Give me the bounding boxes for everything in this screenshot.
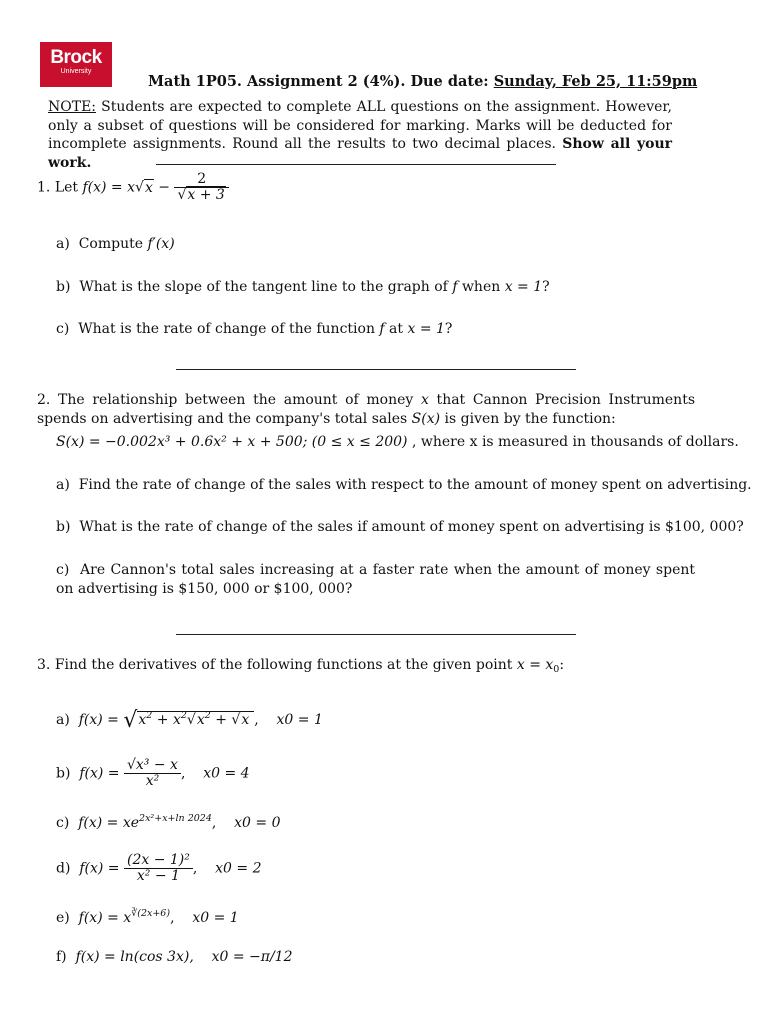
q1c-label: c) bbox=[56, 321, 70, 337]
q3b-den: x² bbox=[124, 773, 181, 789]
q3e-label: e) bbox=[56, 910, 70, 926]
q1-part-c bbox=[56, 321, 452, 337]
q3c-exponent: 2x²+x+ln 2024 bbox=[139, 813, 212, 824]
q3d-num: (2x − 1)² bbox=[126, 852, 190, 868]
divider-3 bbox=[176, 634, 576, 635]
q1b-label: b) bbox=[56, 279, 71, 295]
q1c-mid: at bbox=[384, 321, 408, 337]
q3-item-e: e) $f(x) = x^{∛(2x+6)}$, x0 = 1 bbox=[56, 908, 239, 926]
sqrt-symbol: √ bbox=[135, 179, 144, 196]
title-text: Math 1P05. Assignment 2 (4%). Due date: bbox=[148, 73, 494, 90]
q1-sqrt-arg: x bbox=[144, 179, 153, 196]
q3e-lhs: f(x) = x bbox=[78, 910, 132, 926]
q1c-end: ? bbox=[444, 321, 453, 337]
q1b-end: ? bbox=[542, 279, 550, 295]
logo-subtitle: University bbox=[60, 68, 92, 75]
q2a-label: a) bbox=[56, 477, 70, 493]
q2-sx: S(x) bbox=[411, 411, 441, 427]
due-date: Sunday, Feb 25, 11:59pm bbox=[493, 73, 698, 90]
question-1-stem bbox=[37, 172, 229, 203]
q2b-label: b) bbox=[56, 519, 71, 535]
q3e-x0: x0 = 1 bbox=[192, 910, 239, 926]
q3a-label: a) bbox=[56, 712, 70, 728]
q3b-fraction bbox=[124, 758, 181, 789]
question-3-stem bbox=[37, 657, 564, 675]
logo-wordmark: Brock bbox=[50, 47, 102, 68]
q2-text3: is given by the function: bbox=[440, 411, 616, 427]
q2-text2: that Cannon Precision Instruments spends on advertising and the company's total sales bbox=[37, 392, 696, 427]
q2c-text: Are Cannon's total sales increasing at a faster rate when the amount of money spent on advertising is $150, 000 or $100, 000? bbox=[56, 562, 695, 597]
q3c-label: c) bbox=[56, 815, 70, 831]
q3d-den: x² − 1 bbox=[124, 868, 193, 884]
q3f-x0: x0 = −π/12 bbox=[211, 949, 293, 965]
q2c-label: c) bbox=[56, 562, 70, 578]
q1-fraction bbox=[174, 172, 228, 203]
q2b-text: What is the rate of change of the sales if amount of money spent on advertising is $100, 000? bbox=[79, 519, 744, 535]
q3b-lhs: f(x) = bbox=[79, 765, 120, 782]
q1-minus: − bbox=[153, 179, 175, 196]
q3-number: 3. bbox=[37, 657, 51, 673]
q2-part-b bbox=[56, 519, 744, 535]
note-label: NOTE: bbox=[48, 99, 97, 115]
q1-frac-num: 2 bbox=[197, 171, 207, 187]
q2-part-c bbox=[56, 561, 695, 599]
q1b-f: f bbox=[452, 279, 458, 295]
q3a-lhs: f(x) = bbox=[78, 712, 119, 728]
q3d-x0: x0 = 2 bbox=[215, 860, 262, 877]
divider-1 bbox=[156, 164, 556, 165]
q1c-f: f bbox=[379, 321, 385, 337]
q1-part-b bbox=[56, 279, 550, 295]
q3b-label: b) bbox=[56, 765, 71, 782]
brock-university-logo bbox=[40, 42, 112, 87]
q3b-num: √x³ − x bbox=[126, 757, 178, 773]
q2-number: 2. bbox=[37, 392, 51, 408]
note-paragraph bbox=[48, 98, 672, 172]
q2-part-a bbox=[56, 477, 752, 493]
q3-item-d: d) f(x) = $\frac{\text{(2x − 1)²}}{\text{x² − 1}}$ , x0 = 2 bbox=[56, 852, 262, 884]
q1b-cond: x = 1 bbox=[504, 279, 543, 295]
q1-intro: Let bbox=[54, 179, 79, 196]
q1-function-lhs: f(x) = x bbox=[82, 179, 136, 196]
note-emphasis: Show all your work. bbox=[48, 136, 672, 171]
q1b-text: What is the slope of the tangent line to the graph of bbox=[79, 279, 453, 295]
q2a-text: Find the rate of change of the sales with respect to the amount of money spent on advertising. bbox=[78, 477, 752, 493]
q1a-math: f′(x) bbox=[147, 236, 175, 252]
q1-frac-den: √x + 3 bbox=[174, 187, 228, 203]
q3d-label: d) bbox=[56, 860, 71, 877]
q3-item-a bbox=[56, 708, 323, 733]
divider-2 bbox=[176, 369, 576, 370]
q1b-mid: when bbox=[457, 279, 505, 295]
q3-cond-sub: 0 bbox=[553, 664, 560, 675]
note-text: Students are expected to complete ALL questions on the assignment. However, only a subset of questions will be considered for marking. Marks will be deducted for incomplete assignments. Round all the results to two decimal places. bbox=[48, 99, 672, 152]
nested-radical: $√x^2 + x^2√x^2 + √x$ , bbox=[123, 708, 259, 733]
q1c-cond: x = 1 bbox=[407, 321, 445, 337]
q3-item-c: c) $f(x) = xe^{2x^2+x+ln 2024}$, x0 = 0 bbox=[56, 813, 281, 831]
q1c-text: What is the rate of change of the function bbox=[78, 321, 380, 337]
q3d-fraction bbox=[124, 853, 193, 884]
q2-formula-expr: S(x) = −0.002x³ + 0.6x² + x + 500; (0 ≤ x ≤ 200) bbox=[56, 434, 408, 450]
q1-number: 1. bbox=[37, 179, 51, 196]
q3-end: : bbox=[559, 657, 565, 673]
q3b-x0: x0 = 4 bbox=[203, 765, 250, 782]
q2-x: x bbox=[420, 392, 429, 408]
q3-item-f bbox=[56, 949, 293, 965]
q1a-text: Compute bbox=[78, 236, 148, 252]
q3e-exponent: ∛(2x+6) bbox=[131, 908, 171, 919]
q3c-x0: x0 = 0 bbox=[234, 815, 281, 831]
q3-item-b: b) f(x) = $\frac{\text{√x³ − x}}{\text{x²}}$ , x0 = 4 bbox=[56, 757, 250, 789]
q3-cond: x = x bbox=[516, 657, 554, 673]
q2-formula-tail: , where x is measured in thousands of dollars. bbox=[407, 434, 739, 450]
q3a-x0: x0 = 1 bbox=[276, 712, 323, 728]
q3d-lhs: f(x) = bbox=[79, 860, 120, 877]
q3f-label: f) bbox=[56, 949, 67, 965]
question-2-stem bbox=[37, 391, 695, 429]
q3c-lhs: f(x) = xe bbox=[78, 815, 140, 831]
q1-part-a bbox=[56, 236, 175, 252]
q2-formula bbox=[56, 434, 739, 450]
q3-text: Find the derivatives of the following functions at the given point bbox=[54, 657, 517, 673]
q3f-lhs: f(x) = ln(cos 3x), bbox=[75, 949, 194, 965]
assignment-title bbox=[148, 73, 697, 90]
q1a-label: a) bbox=[56, 236, 70, 252]
q2-text1: The relationship between the amount of money bbox=[58, 392, 421, 408]
